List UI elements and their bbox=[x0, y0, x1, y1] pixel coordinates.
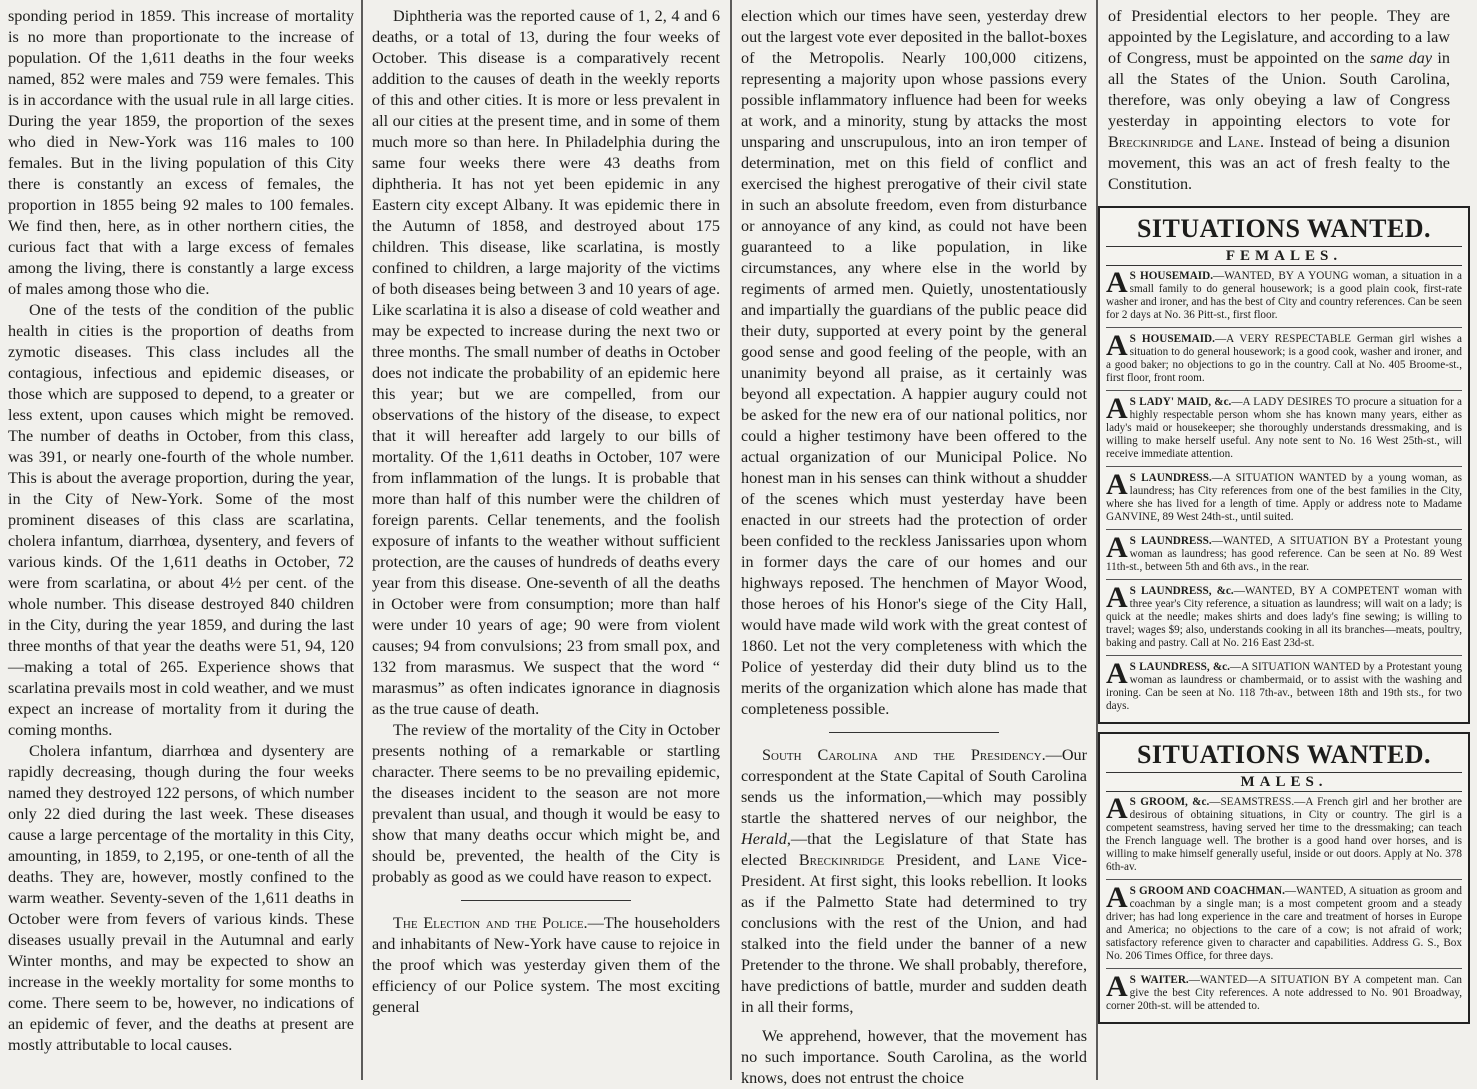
drop-cap: A bbox=[1106, 531, 1128, 564]
drop-cap: A bbox=[1106, 881, 1128, 914]
drop-cap: A bbox=[1106, 468, 1128, 501]
drop-cap: A bbox=[1106, 581, 1128, 614]
classified-ad bbox=[1106, 468, 1462, 524]
drop-cap: A bbox=[1106, 970, 1128, 1003]
ad-title: S LAUNDRESS. bbox=[1129, 535, 1212, 547]
column-4-text bbox=[1108, 6, 1450, 195]
paragraph-text: Vice-President. At first sight, this looks rebellion. It looks as if the Palmetto State had determined to try conclusions with the rest of the Union, and had stalked into the field under the banner of a new Pretender to the throne. We shall probably, therefore, have predictions of battle, murder and sudden death in all their forms, bbox=[741, 851, 1088, 1016]
drop-cap: A bbox=[1106, 266, 1128, 299]
ads-list bbox=[1106, 266, 1462, 713]
ad-divider bbox=[1106, 579, 1462, 580]
drop-cap: A bbox=[1106, 329, 1128, 362]
newspaper-name: Herald bbox=[741, 830, 787, 848]
section-heading: The Election and the Police. bbox=[393, 914, 588, 932]
ads-subheading: MALES. bbox=[1106, 772, 1462, 792]
ad-divider bbox=[1106, 529, 1462, 530]
ad-title: S LADY' MAID, &c. bbox=[1129, 396, 1232, 408]
ad-title: S LAUNDRESS, &c. bbox=[1129, 661, 1230, 673]
paragraph: We apprehend, however, that the movement has no such importance. South Carolina, as the world knows, does not entrust the choice bbox=[741, 1027, 1087, 1087]
candidate-name: Lane bbox=[1007, 851, 1041, 869]
classified-ad bbox=[1106, 329, 1462, 385]
ad-title: S GROOM AND COACHMAN. bbox=[1129, 885, 1285, 897]
candidate-name: Breckinridge bbox=[798, 851, 885, 869]
paragraph: sponding period in 1859. This increase of mortality is no more than proportionate to the increase of population. Of the 1,611 deaths in the four weeks named, 852 were males and 759 were females. This is in accordance with the usual rule in all large cities. During the year 1859, the proportion of the sexes who died in New-York was 116 males to 100 females. But in the living population of this City there is constantly an excess of females, the proportion in 1855 being 92 males to 100 females. We find then, here, as in other northern cities, the curious fact that with a large excess of females among the living, there is constantly a large excess of males among those who die. bbox=[8, 7, 354, 298]
paragraph bbox=[1108, 6, 1450, 195]
ad-title: S HOUSEMAID. bbox=[1129, 270, 1214, 282]
paragraph: Diphtheria was the reported cause of 1, 2, 4 and 6 deaths, or a total of 13, during the four weeks of October. This disease is a comparatively recent addition to the causes of death in the weekly reports of this and other cities. It is more or less prevalent in all our cities at the present time, and in some of them much more so than here. In Philadelphia during the same four weeks there were 43 deaths from diphtheria. It has not yet been epidemic in any Eastern city except Albany. It was epidemic there in the Autumn of 1858, and destroyed about 175 children. This disease, like scarlatina, is mostly confined to children, a large majority of the victims of both diseases being between 3 and 10 years of age. Like scarlatina it is also a disease of cold weather and may be expected to increase during the next two or three months. The small number of deaths in October does not indicate the probability of an epidemic here this year; but we are compelled, from our observations of the history of the disease, to expect that it will hereafter add largely to our bills of mortality. Of the 1,611 deaths in October, 107 were from inflammation of the lungs. It is probable that more than half of this number were the children of foreign parents. Cellar tenements, and the foolish exposure of infants to the weather without sufficient protection, are the causes of hundreds of deaths every year from this disease. One-seventh of all the deaths in October were from consumption; more than half were under 10 years of age; 90 were from violent causes; 94 from convulsions; 23 from small pox, and 132 from marasmus. We suspect that the word “ marasmus” as often indicates ignorance in diagnosis as the true cause of death. bbox=[372, 7, 720, 718]
paragraph bbox=[372, 913, 720, 1018]
column-rule bbox=[730, 0, 732, 1080]
section-divider bbox=[461, 900, 631, 901]
ads-heading: SITUATIONS WANTED. bbox=[1136, 214, 1432, 243]
section-divider bbox=[829, 732, 999, 733]
column-3 bbox=[741, 6, 1088, 1087]
column-1 bbox=[8, 6, 354, 1074]
ad-divider bbox=[1106, 390, 1462, 391]
column-2 bbox=[372, 6, 720, 1074]
classified-ad bbox=[1106, 531, 1462, 574]
paragraph-text: ,—that the Legislature of that State has elected bbox=[741, 830, 1087, 869]
classified-ad bbox=[1106, 581, 1462, 650]
paragraph-text: —Our correspondent at the State Capital of South Carolina sends us the information,—which may possibly startle the shattered nerves of our neighbor, the bbox=[741, 746, 1087, 827]
paragraph-text: in all the States of the Union. South Carolina, therefore, was only obeying a law of Congress yesterday in appointing electors to vote for bbox=[1108, 49, 1451, 130]
ads-heading: SITUATIONS WANTED. bbox=[1136, 740, 1432, 769]
paragraph-text: —The householders and inhabitants of New-York have cause to rejoice in the proof which was yesterday given them of the efficiency of our Police system. The most exciting general bbox=[372, 914, 720, 1016]
paragraph: One of the tests of the condition of the public health in cities is the proportion of deaths from zymotic diseases. This class includes all the contagious, infectious and epidemic diseases, or those which are supposed to depend, to a greater or less extent, upon causes which might be removed. The number of deaths in October, from this class, was 391, or nearly one-fourth of the whole number. This is about the average proportion, during the year, in the City of New-York. Some of the most prominent diseases of this class are scarlatina, cholera infantum, diarrhœa, dysentery, and fevers of various kinds. Of the 1,611 deaths in October, 72 were from scarlatina, or about 4½ per cent. of the whole number. This disease destroyed 840 children in the City, during the year 1859, and during the last three months of that year the deaths were 51, 94, 120—making a total of 265. Experience shows that scarlatina prevails most in cold weather, and we must expect an increase of mortality from it during the coming months. bbox=[8, 301, 354, 739]
ads-list bbox=[1106, 792, 1463, 1013]
ad-divider bbox=[1106, 327, 1462, 328]
ad-text: —WANTED, BY A YOUNG woman, a situation in a small family to do general housework; is a good plain cook, first-rate washer and ironer, and has the best of City and country references. Can be seen for 2 days at No. 36 Pitt-st., first floor. bbox=[1106, 270, 1462, 321]
ad-title: S LAUNDRESS. bbox=[1129, 472, 1212, 484]
classified-ad bbox=[1106, 266, 1462, 322]
paragraph-text: . Instead of being a disunion movement, this was an act of fresh fealty to the Constitution. bbox=[1108, 133, 1450, 193]
ad-text: —WANTED, A SITUATION BY a Protestant young woman as laundress; has good reference. Can be seen at No. 89 West 11th-st., between 5th and 6th avs., in the rear. bbox=[1106, 535, 1462, 573]
candidate-name: Lane bbox=[1227, 133, 1260, 151]
ad-text: —WANTED, BY A COMPETENT woman with three year's City reference, a situation as laundress; will wait on a lady; is quick at the needle; makes shirts and does lady's fine sewing; is willing to travel; wages $9; also, understands cooking in all its branches—meats, poultry, baking and pastry. Call at No. 216 East 23d-st. bbox=[1106, 585, 1462, 649]
classified-ad bbox=[1106, 970, 1462, 1013]
ad-text: —WANTED, A situation as groom and coachman by a single man; is a most competent groom and a steady driver; has had long experience in the care and treatment of horses in Europe and America; no objections to the care of a cow; is not afraid of work; satisfactory reference given to character and capabilities. Address G. S., Box No. 206 Times Office, for three days. bbox=[1106, 885, 1463, 962]
ad-text: —A SITUATION WANTED by a young woman, as laundress; has City references from one of the best families in the City, where she has lived for a length of time. Apply or address note to Madame GANVINE, 89 West 24th-st., until suited. bbox=[1106, 472, 1462, 523]
paragraph: election which our times have seen, yesterday drew out the largest vote ever deposited in the ballot-boxes of the Metropolis. Nearly 100,000 citizens, representing a majority upon whose passions every possible inflammatory influence had been for weeks at work, and a minority, stung by attacks the most unsparing and unscrupulous, into an iron temper of determination, met on this field of conflict and exercised the highest prerogative of their civil state in such an absolute freedom, even from disturbance or annoyance of any kind, as could not have been guaranteed to a like population, in like circumstances, any where else in the world by regiments of armed men. Quietly, unostentatiously and impartially the guardians of the public peace did their duty, supported at every point by the general good sense and good feeling of the people, with an unanimity beyond all praise, as it certainly was beyond all expectation. A happier augury could not be asked for the new era of our national politics, nor could a higher testimony have been offered to the actual organization of our Municipal Police. No honest man in his senses can think without a shudder of the scenes which must yesterday have been enacted in our streets had the protection of order been confided to the reckless Janissaries upon whom in former days the care of our homes and our highways reposed. The henchmen of Mayor Wood, those heroes of his Honor's siege of the City Hall, would have made wild work with the great contest of 1860. Let not the very completeness with which the Police of yesterday did their duty blind us to the merits of the organization which alone has made that completeness possible. bbox=[741, 7, 1087, 718]
section-heading: South Carolina and the Presidency. bbox=[762, 746, 1046, 764]
ads-females-block bbox=[1098, 206, 1470, 724]
classified-ad bbox=[1106, 657, 1462, 713]
ad-title: S GROOM, &c. bbox=[1129, 796, 1210, 808]
paragraph: Cholera infantum, diarrhœa and dysentery are rapidly decreasing, though during the four weeks named they destroyed 122 persons, of which number only 22 died during the last week. These diseases cause a large percentage of the mortality in this City, amounting, in 1859, to 2,195, or one-tenth of all the deaths. They are, however, mostly confined to the warm weather. Seventy-seven of the 1,611 deaths in October were from fevers of various kinds. These diseases usually prevail in the Autumnal and early Winter months, and may be expected to show an increase in the weekly mortality for some months to come. There seem to be, however, no indications of an epidemic of fever, and the deaths at present are mostly attributable to local causes. bbox=[8, 742, 354, 1054]
ads-subheading: FEMALES. bbox=[1106, 246, 1462, 266]
ad-title: S LAUNDRESS, &c. bbox=[1129, 585, 1234, 597]
drop-cap: A bbox=[1106, 792, 1128, 825]
ad-text: —WANTED—A SITUATION BY A competent man. Can give the best City references. A note addressed to No. 901 Broadway, corner 20th-st. will be attended to. bbox=[1106, 974, 1462, 1012]
column-rule bbox=[361, 0, 363, 1080]
paragraph bbox=[741, 745, 1087, 1018]
drop-cap: A bbox=[1106, 392, 1128, 425]
ad-text: —A SITUATION WANTED by a Protestant young woman as laundress or chambermaid, or to assist with the washing and ironing. Can be seen at No. 118 7th-av., between 18th and 19th sts., for two days. bbox=[1106, 661, 1462, 712]
ad-divider bbox=[1106, 968, 1462, 969]
ad-text: —A LADY DESIRES TO procure a situation for a highly respectable person whom she has known many years, either as lady's maid or housekeeper; she thoroughly understands dressmaking, and is willing to make herself useful. Any note sent to No. 16 West 25th-st., will receive immediate attention. bbox=[1106, 396, 1462, 460]
candidate-name: Breckinridge bbox=[1108, 133, 1194, 151]
ad-title: S WAITER. bbox=[1129, 974, 1189, 986]
ad-text: —A VERY RESPECTABLE German girl wishes a situation to do general housework; is a good cook, washer and ironer, and a good baker; no objections to go in the country. Call at No. 405 Broome-st., first floor, front room. bbox=[1106, 333, 1462, 384]
drop-cap: A bbox=[1106, 657, 1128, 690]
ad-title: S HOUSEMAID. bbox=[1129, 333, 1215, 345]
classified-ad bbox=[1106, 392, 1462, 461]
ad-divider bbox=[1106, 879, 1462, 880]
paragraph-text: President, and bbox=[884, 851, 1008, 869]
ad-text: —SEAMSTRESS.—A French girl and her brother are desirous of obtaining situations, in City or country. The girl is a competent seamstress, having served her time to the dressmaking; can teach the French language well. The brother is a good hand over horses, and is willing to make himself generally useful, inside or out doors. Apply at No. 378 6th-av. bbox=[1106, 796, 1462, 873]
emphasis: same day bbox=[1370, 49, 1433, 67]
classified-ad bbox=[1106, 881, 1463, 963]
classified-ad bbox=[1106, 792, 1462, 874]
classified-ads bbox=[1098, 206, 1470, 1074]
ads-males-block bbox=[1098, 732, 1470, 1024]
paragraph-text: and bbox=[1193, 133, 1228, 151]
paragraph-text: of Presidential electors to her people. They are appointed by the Legislature, and according to a law of Congress, must be appointed on the bbox=[1108, 7, 1450, 67]
ad-divider bbox=[1106, 655, 1462, 656]
ad-divider bbox=[1106, 466, 1462, 467]
paragraph: The review of the mortality of the City in October presents nothing of a remarkable or startling character. There seems to be no prevailing epidemic, the diseases incident to the season are not more prevalent than usual, and though it would be easy to show that many deaths occur which might be, and should be, prevented, the health of the City is probably as good as we could have reason to expect. bbox=[372, 721, 720, 886]
